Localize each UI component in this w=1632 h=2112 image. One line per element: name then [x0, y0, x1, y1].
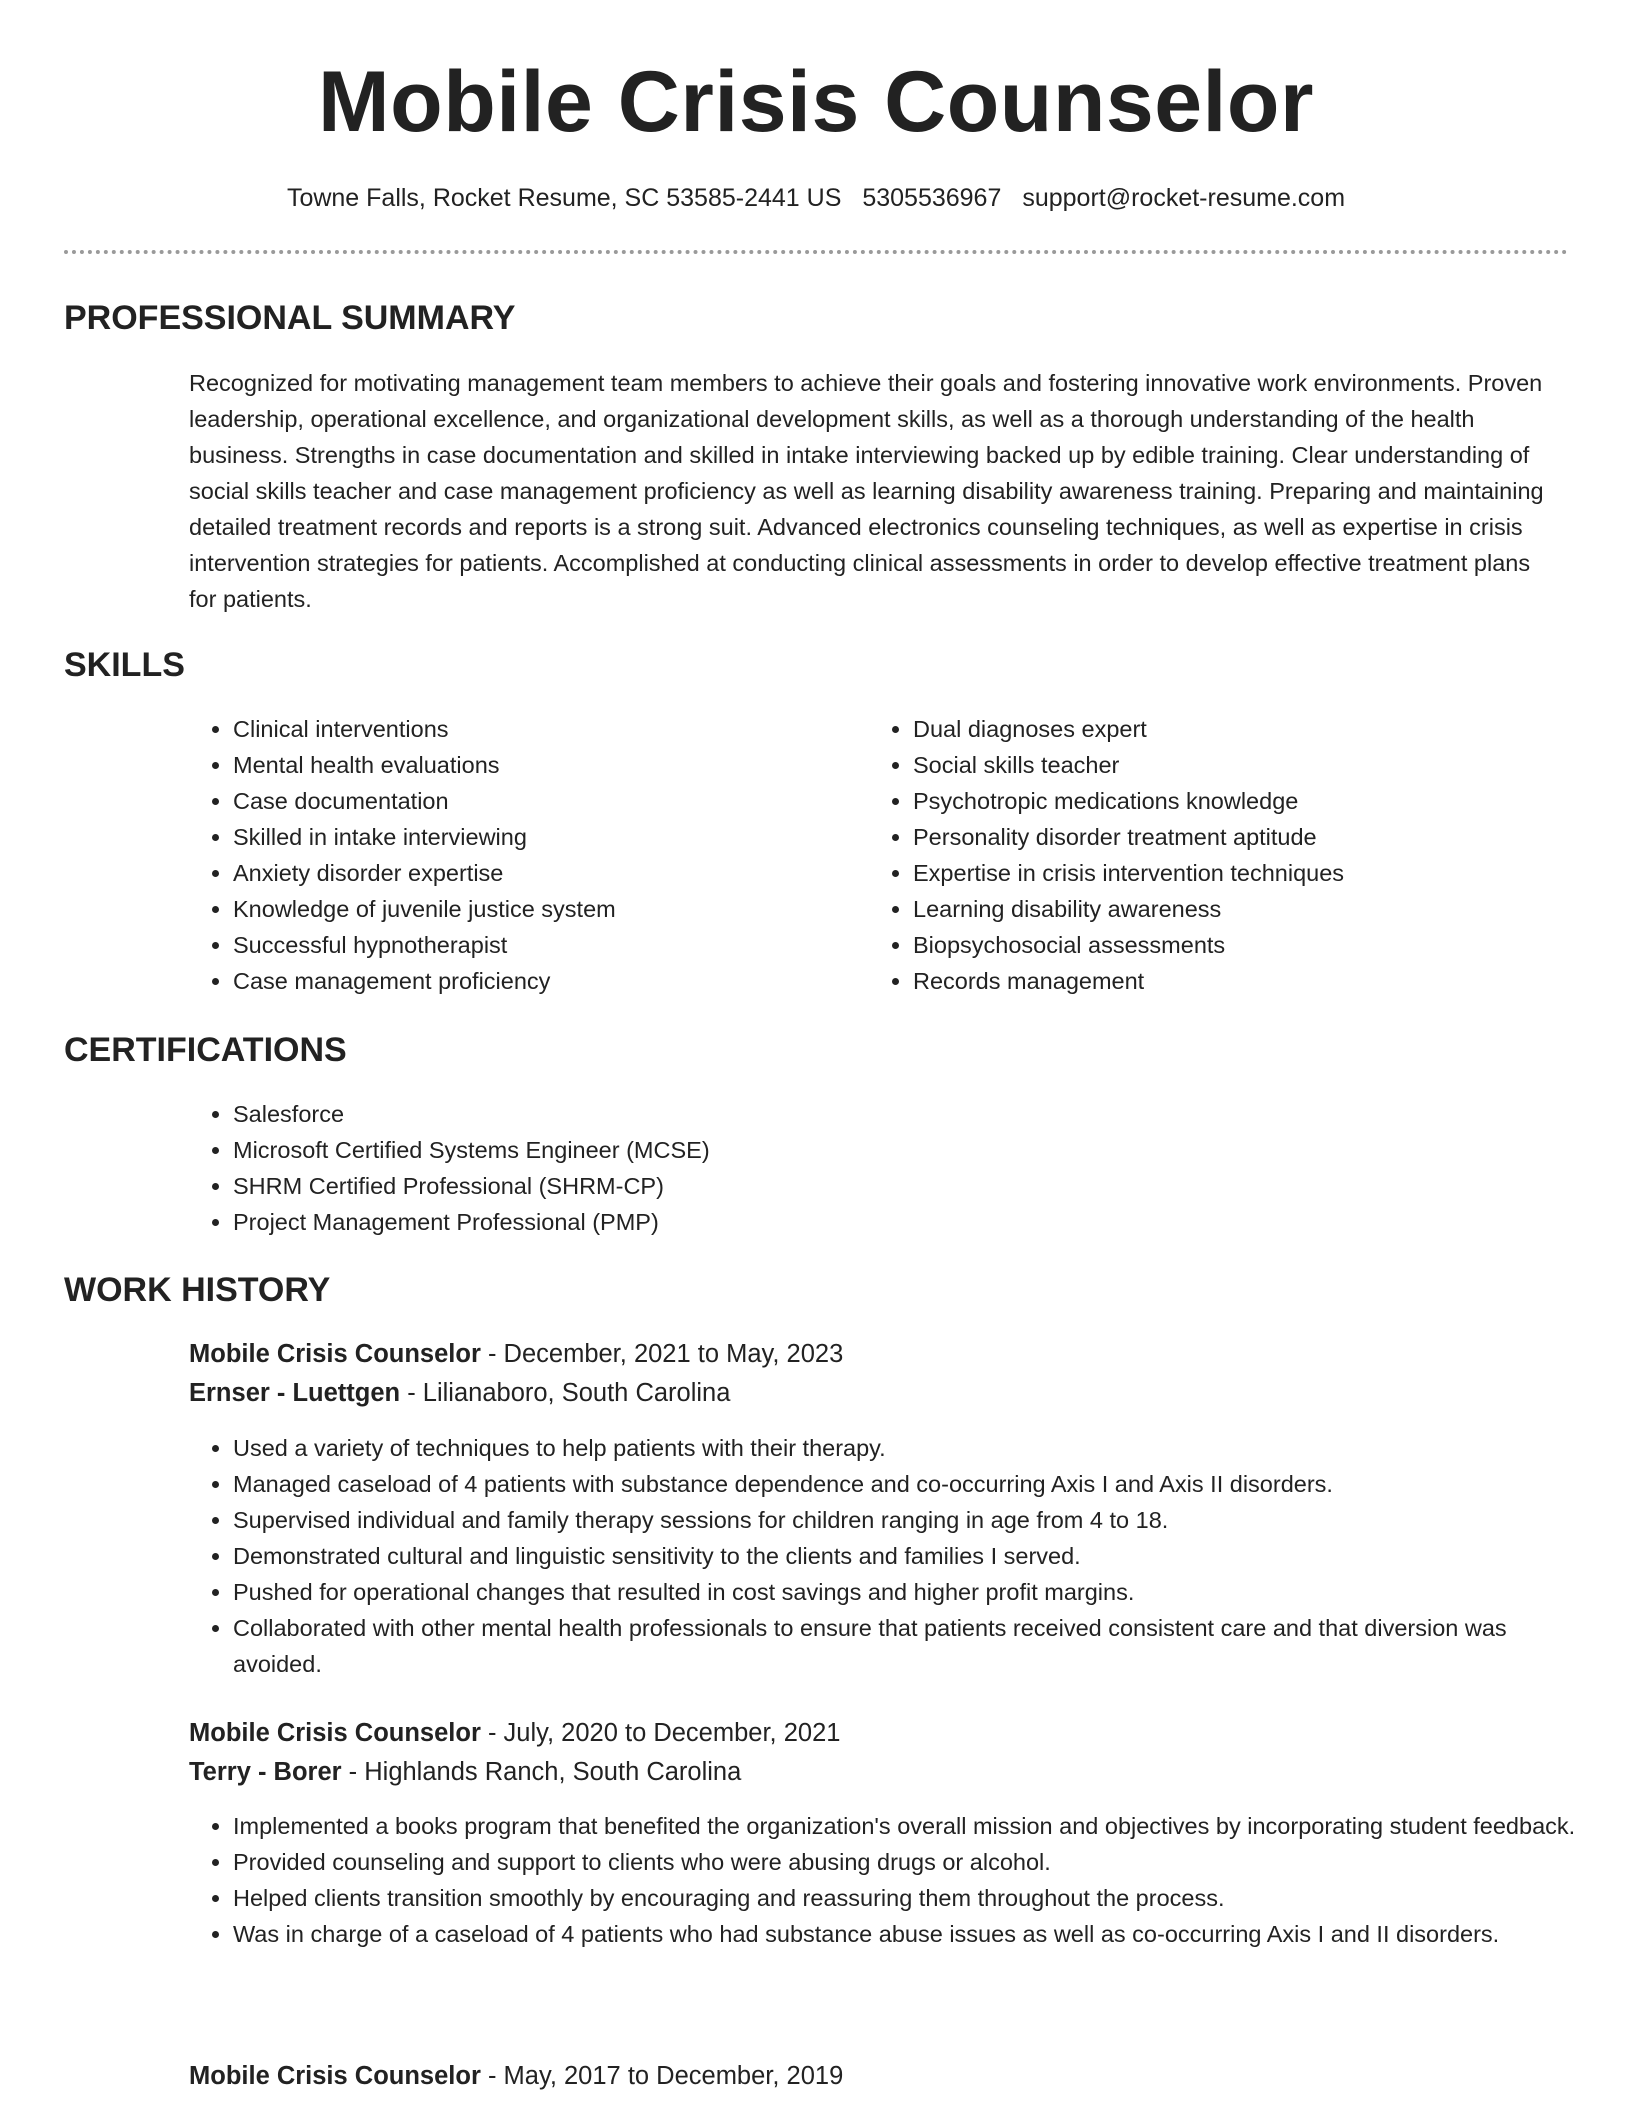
list-item: • Case documentation — [233, 783, 863, 819]
list-item: • Salesforce — [233, 1096, 1233, 1132]
list-item: • Supervised individual and family therapy sessions for children ranging in age from 4 to 18. — [233, 1502, 1593, 1538]
list-item: • Clinical interventions — [233, 711, 863, 747]
list-item: • Expertise in crisis intervention techniques — [913, 855, 1593, 891]
skills-list-right — [869, 711, 1593, 999]
list-item: • Project Management Professional (PMP) — [233, 1204, 1233, 1240]
certifications-list — [189, 1096, 1233, 1240]
list-item: • Managed caseload of 4 patients with substance dependence and co-occurring Axis I and Axis II disorders. — [233, 1466, 1593, 1502]
job-bullets — [189, 1808, 1593, 1952]
job-dates: - May, 2017 to December, 2019 — [480, 2062, 844, 2090]
job-company-line — [189, 1754, 741, 1790]
job-dates: - July, 2020 to December, 2021 — [480, 1719, 841, 1747]
summary-text: Recognized for motivating management team members to achieve their goals and fostering innovative work environments. Proven leadership, operational excellence, and organizational development skills, as well as a thorough understanding of the health business. Strengths in case documentation and skilled in intake interviewing backed up by edible training. Clear understanding of social skills teacher and case management proficiency as well as learning disability awareness training. Preparing and maintaining detailed treatment records and reports is a strong suit. Advanced electronics counseling techniques, as well as expertise in crisis intervention strategies for patients. Accomplished at conducting clinical assessments in order to develop effective treatment plans for patients. — [189, 370, 1544, 612]
candidate-name: Mobile Crisis Counselor — [318, 54, 1314, 150]
section-title-work-history: WORK HISTORY — [64, 1271, 331, 1309]
list-item: • Anxiety disorder expertise — [233, 855, 863, 891]
contact-address: Towne Falls, Rocket Resume, SC 53585-2441 US — [286, 184, 842, 212]
list-item: • Used a variety of techniques to help patients with their therapy. — [233, 1430, 1593, 1466]
job-location: - Lilianaboro, South Carolina — [400, 1379, 731, 1407]
list-item: • Social skills teacher — [913, 747, 1593, 783]
list-item: • Personality disorder treatment aptitude — [913, 819, 1593, 855]
list-item: • SHRM Certified Professional (SHRM-CP) — [233, 1168, 1233, 1204]
section-title-certifications: CERTIFICATIONS — [64, 1031, 347, 1069]
job-title-line — [189, 1715, 840, 1751]
list-item: • Records management — [913, 963, 1593, 999]
job-title-line — [189, 2058, 843, 2094]
list-item: • Microsoft Certified Systems Engineer (MCSE) — [233, 1132, 1233, 1168]
job-role: Mobile Crisis Counselor — [189, 1719, 481, 1747]
header-divider — [64, 250, 1568, 254]
section-title-summary: PROFESSIONAL SUMMARY — [64, 299, 516, 337]
list-item: • Pushed for operational changes that resulted in cost savings and higher profit margins. — [233, 1574, 1593, 1610]
list-item: • Learning disability awareness — [913, 891, 1593, 927]
list-item: • Was in charge of a caseload of 4 patients who had substance abuse issues as well as co-occurring Axis I and II disorders. — [233, 1916, 1593, 1952]
job-company-line — [189, 1375, 730, 1411]
job-location: - Highlands Ranch, South Carolina — [341, 1758, 742, 1786]
job-role: Mobile Crisis Counselor — [189, 2062, 481, 2090]
job-bullets — [189, 1430, 1593, 1682]
list-item: • Case management proficiency — [233, 963, 863, 999]
section-title-skills: SKILLS — [64, 646, 185, 684]
list-item: • Successful hypnotherapist — [233, 927, 863, 963]
list-item: • Mental health evaluations — [233, 747, 863, 783]
skills-list-left — [189, 711, 863, 999]
contact-email: support@rocket-resume.com — [1022, 184, 1346, 212]
list-item: • Psychotropic medications knowledge — [913, 783, 1593, 819]
job-company: Ernser - Luettgen — [189, 1379, 401, 1407]
list-item: • Skilled in intake interviewing — [233, 819, 863, 855]
list-item: • Demonstrated cultural and linguistic sensitivity to the clients and families I served. — [233, 1538, 1593, 1574]
job-dates: - December, 2021 to May, 2023 — [480, 1340, 844, 1368]
list-item: • Collaborated with other mental health professionals to ensure that patients received consistent care and that diversion was avoided. — [233, 1610, 1593, 1682]
contact-phone: 5305536967 — [862, 184, 1002, 212]
list-item: • Implemented a books program that benefited the organization's overall mission and objectives by incorporating student feedback. — [233, 1808, 1593, 1844]
list-item: • Biopsychosocial assessments — [913, 927, 1593, 963]
list-item: • Helped clients transition smoothly by encouraging and reassuring them throughout the process. — [233, 1880, 1593, 1916]
list-item: • Provided counseling and support to clients who were abusing drugs or alcohol. — [233, 1844, 1593, 1880]
job-title-line — [189, 1336, 843, 1372]
list-item: • Knowledge of juvenile justice system — [233, 891, 863, 927]
list-item: • Dual diagnoses expert — [913, 711, 1593, 747]
contact-info — [0, 180, 1632, 216]
job-company: Terry - Borer — [189, 1758, 342, 1786]
job-role: Mobile Crisis Counselor — [189, 1340, 481, 1368]
